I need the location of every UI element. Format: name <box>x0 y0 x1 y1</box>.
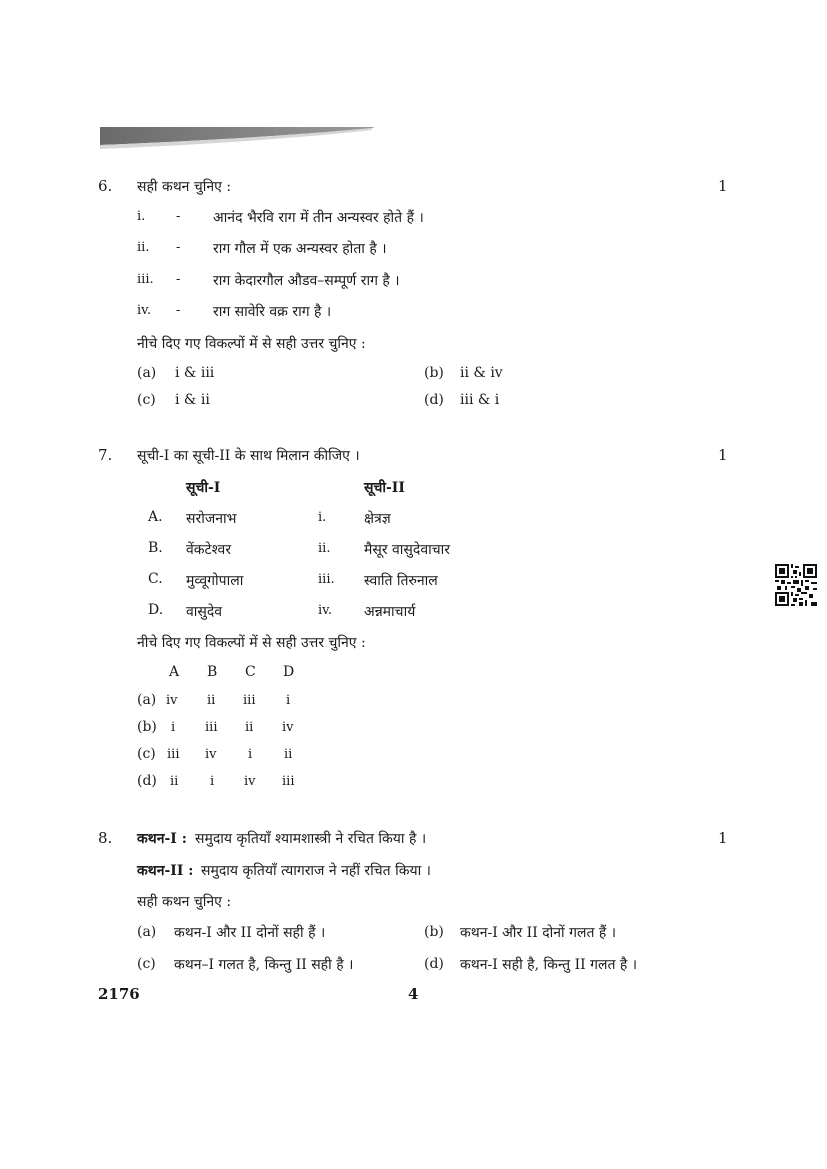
q8-statement1-text: समुदाय कृतियाँ श्यामशास्त्री ने रचित किया है । <box>195 831 427 847</box>
grid-cell: iv <box>244 774 256 789</box>
q6-number: 6. <box>98 177 113 195</box>
q6-statement-dash: - <box>176 303 181 318</box>
grid-header: C <box>245 664 256 680</box>
grid-cell: iv <box>282 720 294 735</box>
grid-cell: i <box>248 747 253 762</box>
q8-number: 8. <box>98 829 113 847</box>
grid-cell: ii <box>170 774 179 789</box>
list2-numeral: i. <box>318 510 327 525</box>
q6-statement-text: राग सावेरि वक्र राग है । <box>213 304 332 320</box>
list1-item: सरोजनाभ <box>186 511 237 527</box>
q7-option-label[interactable]: (a) <box>137 692 157 708</box>
grid-cell: i <box>171 720 176 735</box>
q6-statement-dash: - <box>176 240 181 255</box>
list2-numeral: ii. <box>318 541 331 556</box>
q7-instruction: नीचे दिए गए विकल्पों में से सही उत्तर चुनिए : <box>137 635 366 651</box>
q6-statement-text: राग केदारगौल औडव–सम्पूर्ण राग है । <box>213 273 400 289</box>
list1-header: सूची-I <box>186 480 221 496</box>
q6-option-text[interactable]: i & iii <box>175 365 215 381</box>
q6-prompt: सही कथन चुनिए : <box>137 179 232 195</box>
list2-item: स्वाति तिरुनाल <box>364 573 438 589</box>
q6-option-text[interactable]: ii & iv <box>460 365 503 381</box>
grid-cell: i <box>210 774 215 789</box>
q7-option-label[interactable]: (b) <box>137 719 157 735</box>
q8-statement1-label: कथन-I : <box>137 831 187 847</box>
list2-numeral: iii. <box>318 572 335 587</box>
q8-option-label[interactable]: (a) <box>137 924 157 940</box>
q8-option-label[interactable]: (b) <box>424 924 444 940</box>
q8-option-label[interactable]: (c) <box>137 956 156 972</box>
q6-option-label[interactable]: (d) <box>424 392 444 408</box>
q8-option-text[interactable]: कथन-I और II दोनों गलत हैं । <box>460 925 617 941</box>
q6-statement-numeral: iv. <box>137 303 152 318</box>
grid-cell: iii <box>243 693 256 708</box>
q7-option-label[interactable]: (c) <box>137 746 156 762</box>
paper-code: 2176 <box>98 985 140 1003</box>
grid-cell: iii <box>167 747 180 762</box>
q8-option-text[interactable]: कथन–I गलत है, किन्तु II सही है । <box>174 957 354 973</box>
list2-header: सूची-II <box>364 480 405 496</box>
q6-instruction: नीचे दिए गए विकल्पों में से सही उत्तर चुनिए : <box>137 336 366 352</box>
q7-option-label[interactable]: (d) <box>137 773 157 789</box>
list1-letter: A. <box>148 509 163 525</box>
q8-option-label[interactable]: (d) <box>424 956 444 972</box>
q8-option-text[interactable]: कथन-I सही है, किन्तु II गलत है । <box>460 957 638 973</box>
grid-cell: iii <box>282 774 295 789</box>
grid-cell: i <box>286 693 291 708</box>
list2-numeral: iv. <box>318 603 333 618</box>
q6-statement-dash: - <box>176 209 181 224</box>
q8-statement2-text: समुदाय कृतियाँ त्यागराज ने नहीं रचित किया । <box>201 863 431 879</box>
q8-marks: 1 <box>718 829 728 847</box>
page-number: 4 <box>408 985 419 1003</box>
list1-letter: B. <box>148 540 163 556</box>
q8-statement2-label: कथन-II : <box>137 863 194 879</box>
list2-item: क्षेत्रज्ञ <box>364 511 391 527</box>
list1-letter: C. <box>148 571 163 587</box>
grid-cell: ii <box>207 693 216 708</box>
q6-statement-text: राग गौल में एक अन्यस्वर होता है । <box>213 241 387 257</box>
list2-item: मैसूर वासुदेवाचार <box>364 542 450 558</box>
list1-item: मुव्वूगोपाला <box>186 573 244 589</box>
grid-cell: iii <box>205 720 218 735</box>
q6-marks: 1 <box>718 177 728 195</box>
q6-option-label[interactable]: (a) <box>137 365 157 381</box>
q6-statement-numeral: iii. <box>137 272 154 287</box>
q6-statement-numeral: ii. <box>137 240 150 255</box>
list1-item: वासुदेव <box>186 604 223 620</box>
q6-option-text[interactable]: iii & i <box>460 392 500 408</box>
grid-cell: iv <box>205 747 217 762</box>
qr-code <box>775 564 817 606</box>
q7-prompt: सूची-I का सूची-II के साथ मिलान कीजिए । <box>137 448 360 464</box>
list2-item: अन्नमाचार्य <box>364 604 416 620</box>
q6-statement-text: आनंद भैरवि राग में तीन अन्यस्वर होते हैं । <box>213 210 424 226</box>
q8-prompt: सही कथन चुनिए : <box>137 894 232 910</box>
q6-option-label[interactable]: (b) <box>424 365 444 381</box>
grid-cell: ii <box>284 747 293 762</box>
q6-statement-dash: - <box>176 272 181 287</box>
q6-statement-numeral: i. <box>137 209 146 224</box>
header-decoration-bar <box>100 127 375 149</box>
grid-header: D <box>283 664 295 680</box>
grid-cell: ii <box>245 720 254 735</box>
list1-item: वेंकटेश्वर <box>186 542 232 558</box>
q8-option-text[interactable]: कथन-I और II दोनों सही हैं । <box>174 925 326 941</box>
q6-option-text[interactable]: i & ii <box>175 392 210 408</box>
list1-letter: D. <box>148 602 164 618</box>
grid-header: A <box>169 664 180 680</box>
grid-header: B <box>207 664 218 680</box>
q7-marks: 1 <box>718 446 728 464</box>
q6-option-label[interactable]: (c) <box>137 392 156 408</box>
grid-cell: iv <box>166 693 178 708</box>
q7-number: 7. <box>98 446 113 464</box>
